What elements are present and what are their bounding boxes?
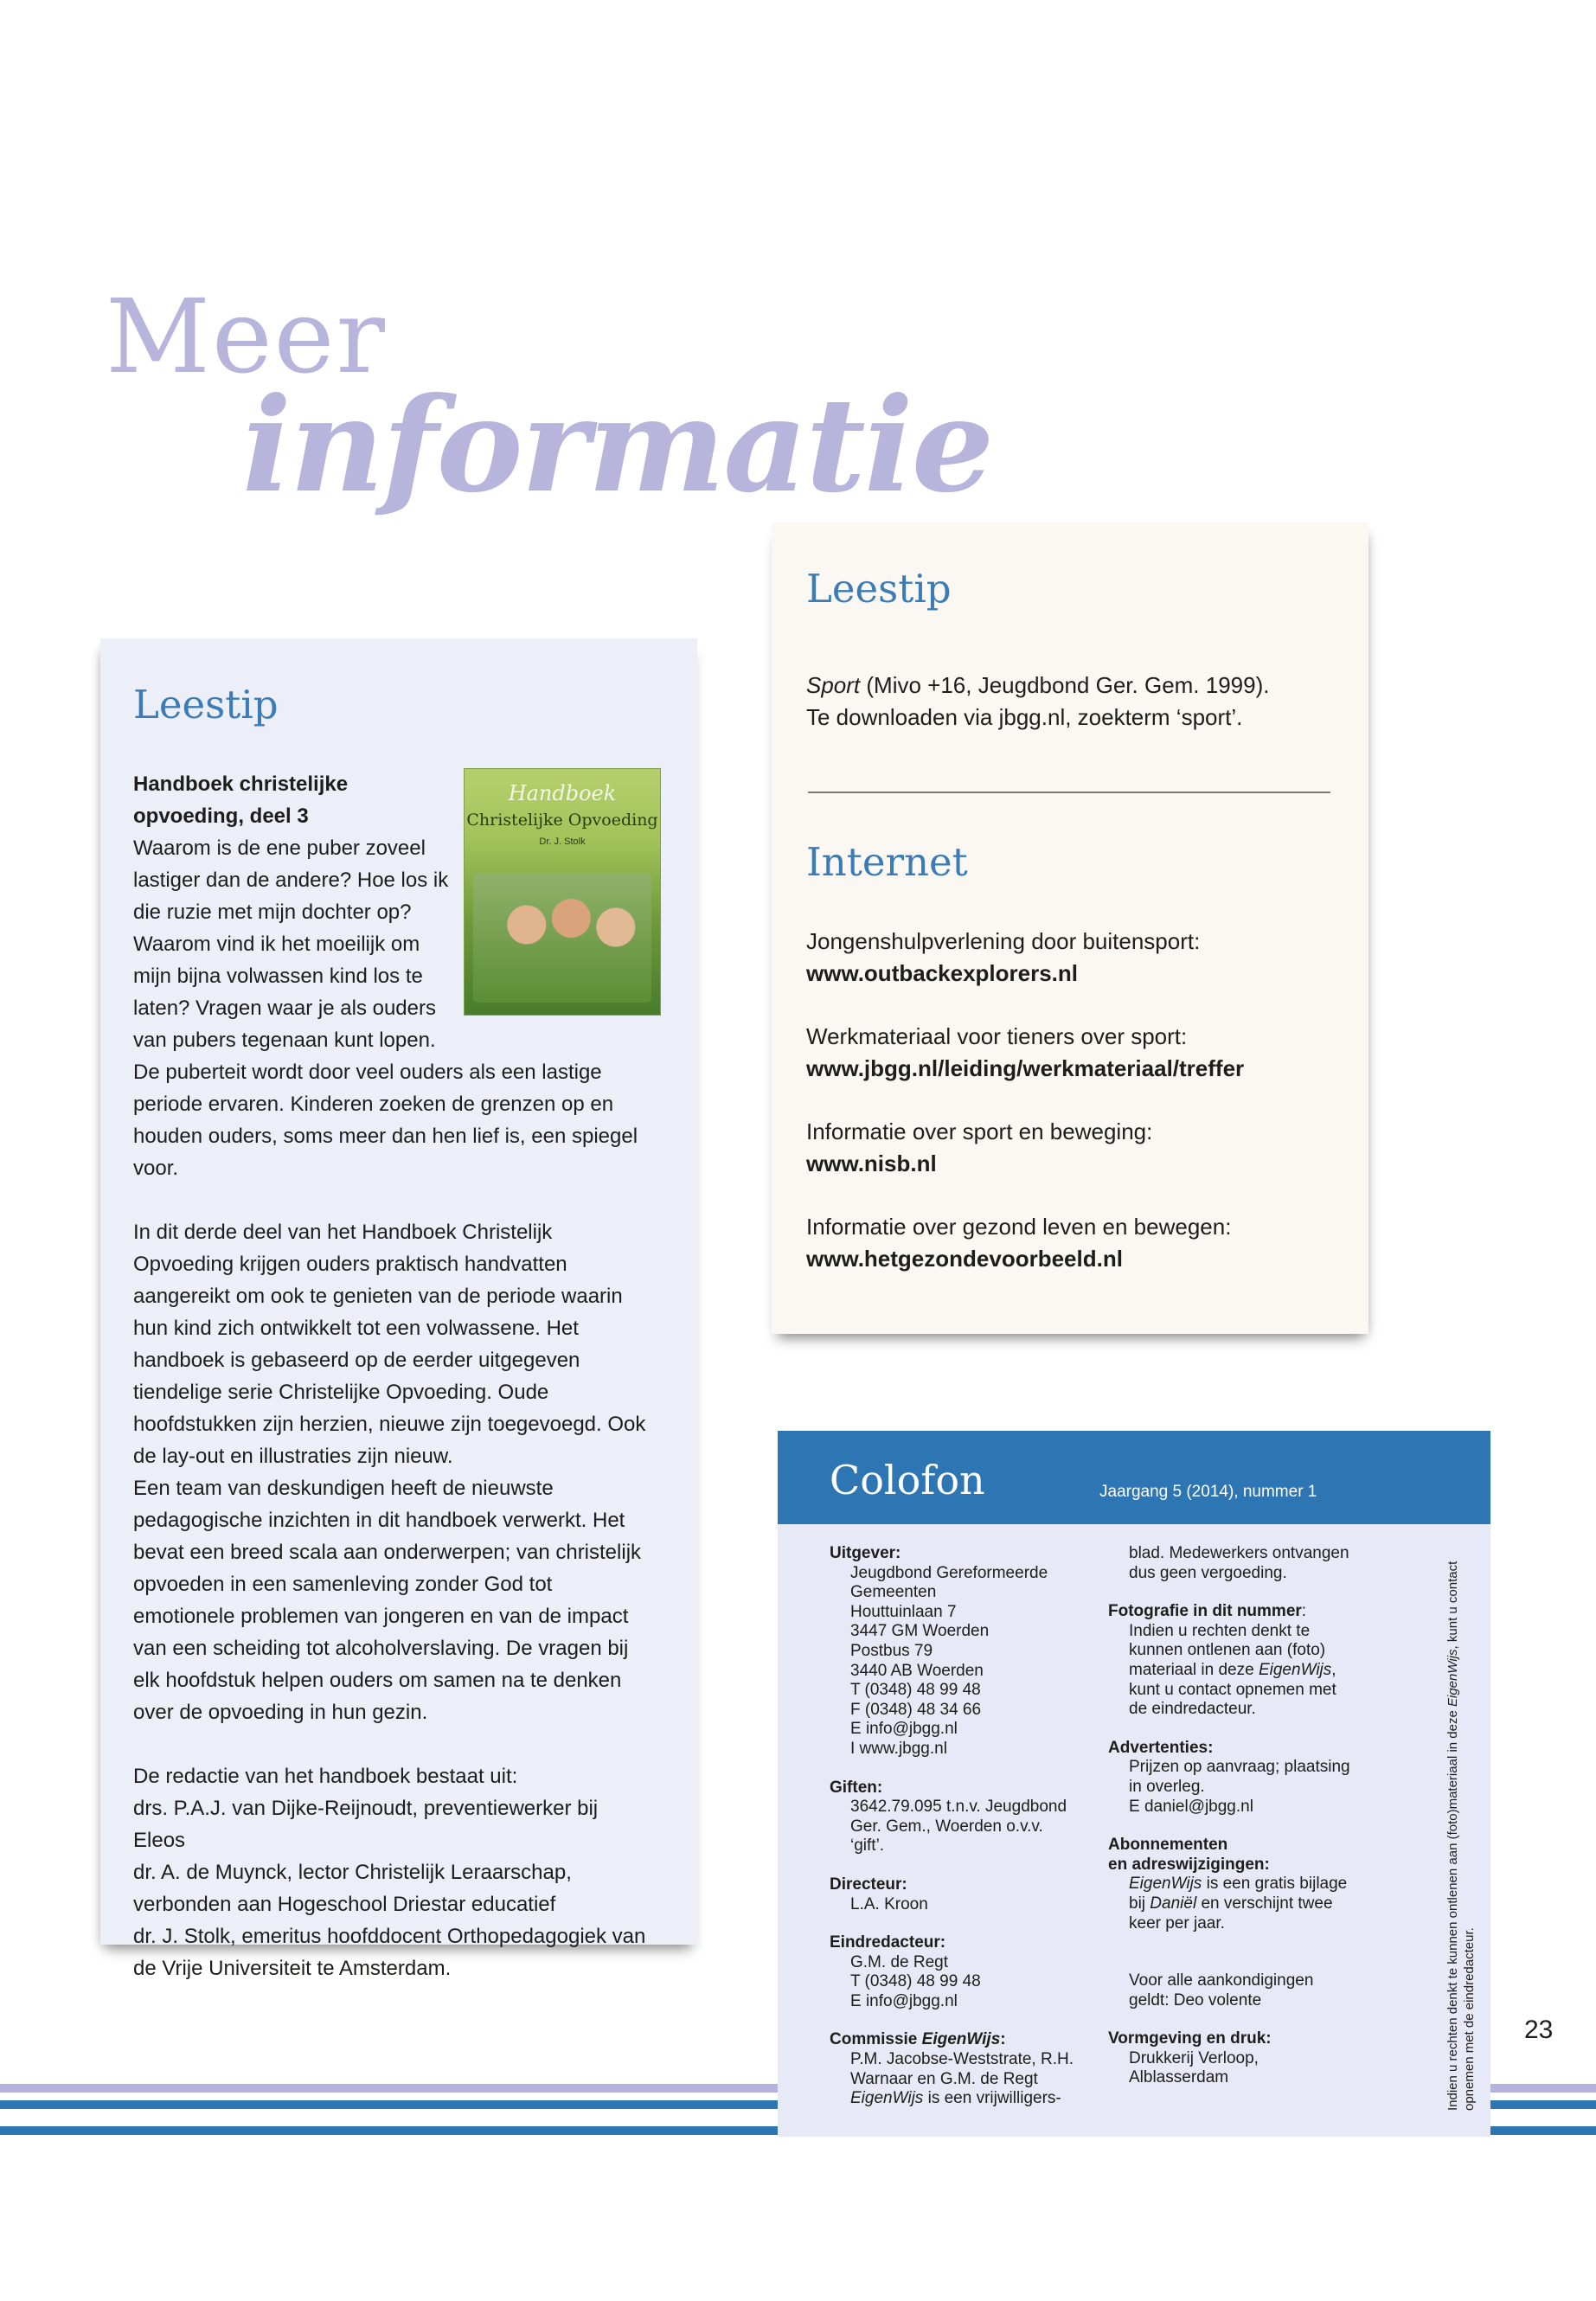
advert-label: Advertenties: [1108, 1738, 1214, 1757]
paragraph-2: In dit derde deel van het Handboek Christelijk Opvoeding krijgen ouders praktisch handvatten aangereikt om ook te genieten van de periode waarin hun kind zich ontwikkelt tot een volwassene. Het handboek is gebaseerd op de eerder uitgegeven tiendelige serie Christelijke Opvoeding. Oude hoofdstukken zijn herzien, nieuwe zijn toegevoegd. Ook de lay-out en illustraties zijn nieuw. [133, 1221, 646, 1468]
abon-label: en adreswijzigingen: [1108, 1855, 1270, 1874]
commissie-label-end: : [1000, 2030, 1006, 2049]
commissie-line: Warnaar en G.M. de Regt [850, 2069, 1038, 2088]
uitgever-line: I www.jbgg.nl [850, 1739, 947, 1758]
leestip-body [133, 832, 652, 1984]
commissie-note-text: is een vrijwilligers- [923, 2089, 1061, 2108]
page-title-meer: Meer [106, 277, 387, 396]
abon-line [1108, 1875, 1402, 1894]
col2-line: dus geen vergoeding. [1129, 1563, 1287, 1582]
uitgever-line: F (0348) 48 34 66 [850, 1700, 982, 1719]
vormgeving-line: Drukkerij Verloop, [1129, 2048, 1259, 2067]
footer-stripe [0, 2100, 778, 2109]
leestip-internet-box [772, 522, 1368, 1334]
link-item [806, 926, 1343, 990]
colofon-issue: Jaargang 5 (2014), nummer 1 [1099, 1483, 1317, 1501]
deo-line: geldt: Deo volente [1129, 1990, 1262, 2009]
editor-2: dr. A. de Muynck, lector Christelijk Leraarschap, verbonden aan Hogeschool Driestar educatief [133, 1861, 572, 1916]
vertical-note-post: , kunt u contact opnemen met de eindredacteur. [1445, 1561, 1477, 2111]
foto-label [1108, 1602, 1402, 1622]
foto-line: kunnen ontlenen aan (foto) [1129, 1641, 1326, 1660]
vormgeving-label: Vormgeving en druk: [1108, 2029, 1272, 2048]
foto-label-text: Fotografie in dit nummer [1108, 1602, 1302, 1621]
intro-paragraph: Waarom is de ene puber zoveel lastiger dan de andere? Hoe los ik die ruzie met mijn dochter op? Waarom vind ik het moeilijk om mijn bijna volwassen kind los te laten? Vragen waar je als ouders van pubers tegenaan kunt lopen. [133, 836, 449, 1052]
foto-line: de eindredacteur. [1129, 1700, 1256, 1719]
abon-line: keer per jaar. [1129, 1913, 1225, 1932]
footer-stripe [0, 2084, 778, 2093]
directeur-name: L.A. Kroon [850, 1894, 928, 1913]
colofon-title: Colofon [830, 1457, 985, 1503]
paragraph-1: De puberteit wordt door veel ouders als een lastige periode ervaren. Kinderen zoeken de grenzen op en houden ouders, soms meer dan hen lief is, een spiegel voor. [133, 1061, 638, 1180]
foto-label-colon: : [1301, 1602, 1307, 1621]
leestip-heading-right: Leestip [806, 566, 952, 612]
paragraph-3: Een team van deskundigen heeft de nieuwste pedagogische inzichten in dit handboek verwerkt. Het bevat een breed scala aan onderwerpen; van christelijk opvoeden in een samenleving zonder God tot emotionele problemen van jongeren en van de impact van een scheiding tot alcoholverslaving. De vragen bij elk hoofdstuk helpen ouders om samen na te denken over de opvoeding in hun gezin. [133, 1477, 642, 1724]
advert-line: E daniel@jbgg.nl [1129, 1797, 1253, 1816]
divider [808, 792, 1330, 793]
internet-heading: Internet [806, 839, 968, 885]
foto-line: kunt u contact opnemen met [1129, 1680, 1336, 1699]
deo-line: Voor alle aankondigingen [1129, 1971, 1314, 1990]
link-label: Jongenshulpverlening door buitensport: [806, 928, 1201, 954]
foto-line: Indien u rechten denkt te [1129, 1621, 1311, 1640]
giften-label: Giften: [830, 1778, 883, 1797]
colofon-box [778, 1431, 1490, 2137]
vormgeving-line: Alblasserdam [1129, 2068, 1229, 2087]
abon-pre: bij [1129, 1894, 1151, 1913]
book-title-line2: opvoeding, deel 3 [133, 804, 309, 828]
editor-1: drs. P.A.J. van Dijke-Reijnoudt, preventiewerker bij Eleos [133, 1797, 599, 1852]
abon-text: is een gratis bijlage [1202, 1875, 1348, 1894]
vertical-note [1445, 1557, 1477, 2111]
link-url[interactable]: www.hetgezondevoorbeeld.nl [806, 1246, 1123, 1272]
link-label: Werkmateriaal voor tieners over sport: [806, 1023, 1188, 1049]
eindredacteur-line: T (0348) 48 99 48 [850, 1972, 981, 1991]
leestip-heading: Leestip [133, 682, 279, 727]
link-item [806, 1116, 1343, 1180]
vertical-note-em: EigenWijs [1445, 1649, 1460, 1707]
link-url[interactable]: www.outbackexplorers.nl [806, 960, 1079, 986]
uitgever-line: E info@jbgg.nl [850, 1720, 958, 1739]
foto-line-pre: materiaal in deze [1129, 1660, 1259, 1679]
giften-line: 3642.79.095 t.n.v. Jeugdbond [850, 1798, 1067, 1817]
link-label: Informatie over sport en beweging: [806, 1118, 1153, 1144]
advert-line: in overleg. [1129, 1777, 1205, 1796]
abon-label: Abonnementen [1108, 1836, 1228, 1855]
abon-em: Daniël [1150, 1894, 1197, 1913]
footer-stripe [1490, 2126, 1596, 2135]
uitgever-line: 3440 AB Woerden [850, 1661, 984, 1680]
colofon-header [778, 1431, 1490, 1524]
uitgever-line: 3447 GM Woerden [850, 1622, 990, 1641]
sport-download: Te downloaden via jbgg.nl, zoekterm ‘sport’. [806, 704, 1243, 730]
cover-author-text: Dr. J. Stolk [539, 836, 586, 847]
editor-3: dr. J. Stolk, emeritus hoofddocent Orthopedagogiek van de Vrije Universiteit te Amsterdam. [133, 1925, 646, 1980]
cover-top-text: Handboek [508, 781, 617, 805]
commissie-note-em: EigenWijs [850, 2089, 924, 2108]
editors-intro: De redactie van het handboek bestaat uit: [133, 1765, 518, 1788]
uitgever-line: T (0348) 48 99 48 [850, 1681, 981, 1700]
directeur-label: Directeur: [830, 1875, 907, 1894]
abon-em: EigenWijs [1129, 1875, 1202, 1894]
eindredacteur-label: Eindredacteur: [830, 1933, 946, 1952]
link-label: Informatie over gezond leven en bewegen: [806, 1214, 1232, 1240]
eindredacteur-line: G.M. de Regt [850, 1952, 948, 1971]
foto-line [1108, 1661, 1402, 1681]
colofon-column-2 [1108, 1544, 1402, 2088]
link-item [806, 1211, 1343, 1275]
foto-line-post: , [1331, 1660, 1336, 1679]
commissie-label [830, 2030, 1080, 2050]
uitgever-line: Jeugdbond Gereformeerde [850, 1563, 1048, 1582]
link-item [806, 1021, 1343, 1085]
colofon-column-1 [830, 1544, 1080, 2109]
vertical-note-pre: Indien u rechten denkt te kunnen ontlenen aan (foto)materiaal in deze [1445, 1707, 1460, 2111]
uitgever-line: Houttuinlaan 7 [850, 1602, 957, 1621]
sport-tip [806, 670, 1343, 734]
leestip-box-left [100, 638, 697, 1980]
cover-title-text: Christelijke Opvoeding [466, 811, 658, 830]
page-number: 23 [1524, 2016, 1554, 2044]
footer-stripe [1490, 2100, 1596, 2109]
sport-title: Sport [806, 672, 861, 698]
abon-line [1108, 1894, 1402, 1914]
commissie-note [830, 2089, 1080, 2109]
advert-line: Prijzen op aanvraag; plaatsing [1129, 1758, 1350, 1777]
sport-details: (Mivo +16, Jeugdbond Ger. Gem. 1999). [860, 672, 1270, 698]
eindredacteur-line: E info@jbgg.nl [850, 1991, 958, 2010]
commissie-label-em: EigenWijs [921, 2030, 1001, 2049]
link-url[interactable]: www.nisb.nl [806, 1150, 937, 1176]
footer-stripe [0, 2126, 778, 2135]
book-title [133, 768, 453, 832]
uitgever-label: Uitgever: [830, 1544, 901, 1562]
footer-stripe [1490, 2084, 1596, 2093]
internet-links [806, 926, 1343, 1306]
page-title-informatie: informatie [242, 369, 993, 522]
giften-line: Ger. Gem., Woerden o.v.v. ‘gift’. [850, 1817, 1043, 1856]
abon-text: en verschijnt twee [1196, 1894, 1333, 1913]
commissie-label-text: Commissie [830, 2030, 922, 2049]
uitgever-line: Gemeenten [850, 1583, 937, 1602]
link-url[interactable]: www.jbgg.nl/leiding/werkmateriaal/treffer [806, 1055, 1245, 1081]
col2-line: blad. Medewerkers ontvangen [1129, 1544, 1349, 1562]
foto-line-em: EigenWijs [1258, 1660, 1332, 1679]
uitgever-line: Postbus 79 [850, 1641, 933, 1660]
commissie-line: P.M. Jacobse-Weststrate, R.H. [850, 2050, 1074, 2069]
book-title-line1: Handboek christelijke [133, 772, 349, 796]
